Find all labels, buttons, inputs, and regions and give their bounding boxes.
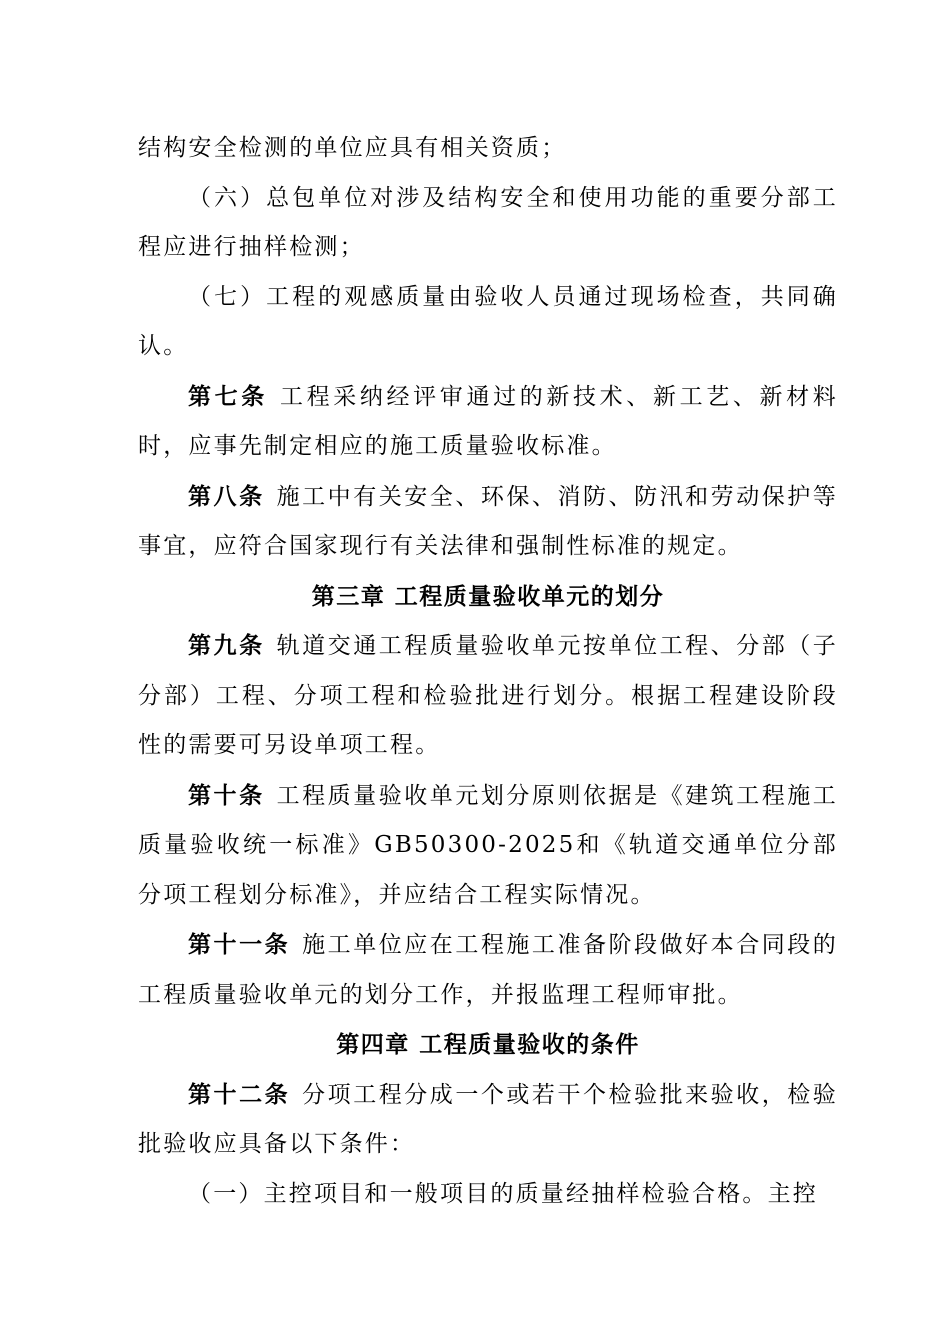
article-text: 轨道交通工程质量验收单元按单位工程、分部（子分部）工程、分项工程和检验批进行划分。根据工程建设阶段性的需要可另设单项工程。 [138,633,838,758]
paragraph: （一）主控项目和一般项目的质量经抽样检验合格。主控 [188,1180,818,1207]
article-number: 第十条 [188,781,265,809]
chapter-heading: 第三章 工程质量验收单元的划分 [311,582,665,610]
paragraph: 结构安全检测的单位应具有相关资质； [138,135,567,161]
article-text: 工程质量验收单元划分原则依据是《建筑工程施工质量验收统一标准》GB50300-2025和《轨道交通单位分部分项工程划分标准》，并应结合工程实际情况。 [138,782,838,908]
paragraph: （六）总包单位对涉及结构安全和使用功能的重要分部工程应进行抽样检测； [138,184,838,260]
document-page [138,124,838,1219]
article-paragraph [138,920,838,1020]
article-paragraph [138,372,838,472]
article-paragraph [138,1070,838,1170]
article-number: 第十二条 [188,1080,291,1108]
chapter-heading: 第四章 工程质量验收的条件 [336,1031,640,1058]
article-text: 分项工程分成一个或若干个检验批来验收，检验批验收应具备以下条件： [138,1081,838,1157]
article-text: 施工中有关安全、环保、消防、防汛和劳动保护等事宜，应符合国家现行有关法律和强制性标准的规定。 [138,483,838,559]
paragraph: （七）工程的观感质量由验收人员通过现场检查，共同确认。 [138,283,838,359]
article-paragraph [138,621,838,771]
article-paragraph [138,771,838,921]
article-paragraph [138,472,838,572]
article-number: 第七条 [188,382,268,410]
article-text: 施工单位应在工程施工准备阶段做好本合同段的工程质量验收单元的划分工作，并报监理工程师审批。 [138,932,838,1008]
article-number: 第十一条 [188,931,291,958]
article-number: 第九条 [188,632,265,659]
article-text: 工程采纳经评审通过的新技术、新工艺、新材料时，应事先制定相应的施工质量验收标准。 [138,383,838,459]
article-number: 第八条 [188,482,265,510]
